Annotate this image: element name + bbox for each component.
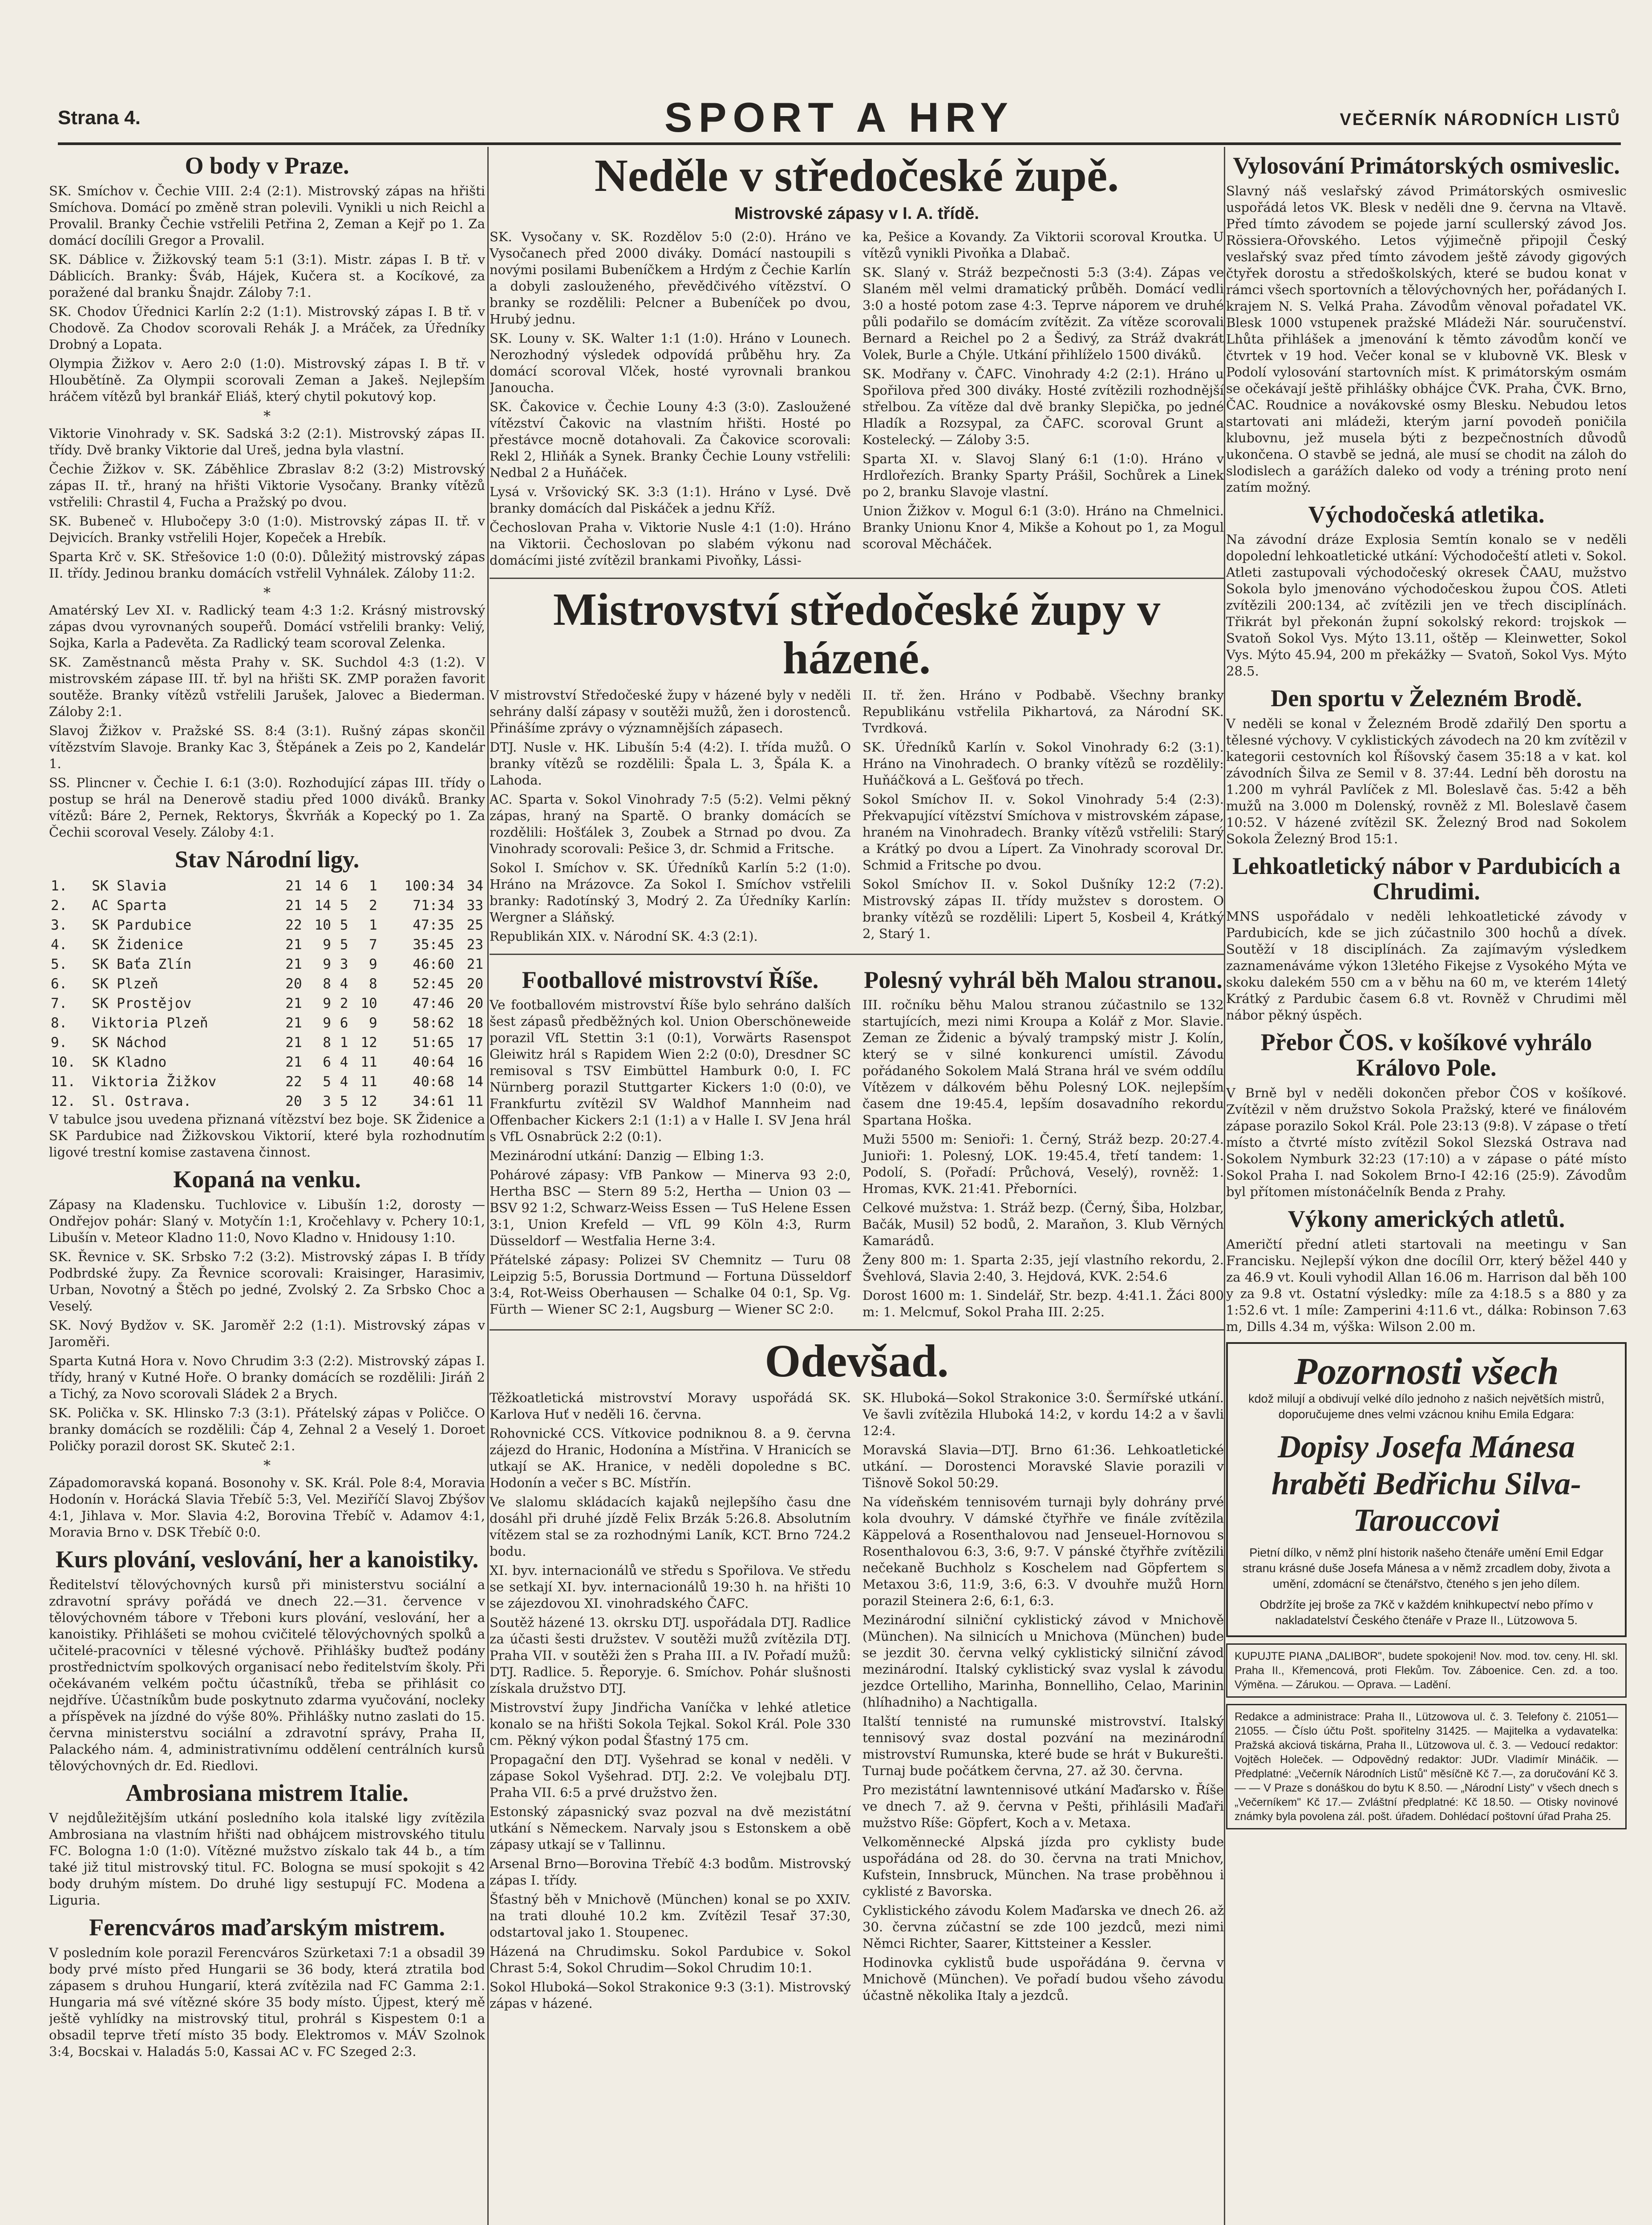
table-cell: 34:61 (413, 1093, 454, 1110)
column-left (49, 147, 485, 2225)
article-paragraph: Mistrovství župy Jindřicha Vaníčka v lehké atletice konalo se na hřišti Sokola Tejkal. Sokol Král. Pole 330 cm. Pěkný výkon podal Šťastný 175 cm. (490, 1700, 851, 1748)
article-paragraph: Přátelské zápasy: Polizei SV Chemnitz — Turu 08 Leipzig 5:5, Borussia Dortmund — Fortuna Düsseldorf 3:4, Rot-Weiss Oberhausen — Schalke 04 0:1, Sp. Vg. Fürth — Wiener SC 2:1, Augsburg — Wiener SC 2:0. (490, 1252, 851, 1317)
table-cell: SK Pardubice (92, 917, 192, 934)
table-cell: 52:45 (413, 976, 454, 992)
article-paragraph: Olympia Žižkov v. Aero 2:0 (1:0). Mistrovský zápas I. B tř. v Hloubětíně. Za Olympii scorovali Zeman a Jakeš. Nejlepším hráčem vítězů byl brankář Eliáš, který chytil pokutový kop. (49, 356, 485, 404)
article-paragraph: XI. byv. internacionálů ve středu s Spořilova. Ve středu se setkají XI. byv. internacionálů 19:30 h. na hřišti 10 se zájezdovou XI. vinohradského ČAFC. (490, 1563, 851, 1611)
table-cell: 9 (323, 937, 331, 953)
subcolumn (490, 229, 851, 571)
article-paragraph: Ředitelství tělovýchovných kursů při ministerstvu sociální a zdravotní správy pořádá ve dnech 22.—31. července v tělovýchovném tábore v Třeboni kurs plování, veslování, her a kanoistiky. Přihlášeti se mohou cvičitelé tělovýchovných spolků a učitelé-pracovníci v tělesné výchově. Přihlášky buďtež podány prostřednictvím spolkových organisací nebo ředitelstvím školy. Při očekávaném velkém počtu účastníků, třeba se přihlásit co nejdříve. Účastníkům bude poskytnuto zdarma vyučování, nocleky a příspěvek na jízdné do výše 80%. Přihlášky nutno zaslati do 15. června ministerstvu sociální a zdravotní správy, Praha II, Palackého nám. 4, administrativnímu oddělení centrálních kursů tělovýchovných dr. Ed. Riedlovi. (49, 1577, 485, 1773)
column-divider (487, 147, 489, 2225)
article-paragraph: Cyklistického závodu Kolem Maďarska ve dnech 26. až 30. června zúčastní se zde 100 jezdců, mezi nimi Němci Richter, Saarer, Kittsteiner a Kessler. (862, 1903, 1224, 1951)
table-cell: 20 (466, 976, 483, 992)
article-paragraph: SS. Plincner v. Čechie I. 6:1 (3:0). Rozhodující zápas III. třídy o postup se hrál na Denerově stadiu před 1000 diváků. Branky vítězů: Báre 2, Pernek, Rektorys, Škvrňák a Kopecký po 1. Za Čechii scoroval Vesely. Záloby 4:1. (49, 775, 485, 840)
page-header (58, 93, 1621, 142)
article-subtitle: Mistrovské zápasy v I. A. třídě. (734, 204, 979, 223)
article-paragraph: Slavoj Žižkov v. Pražské SS. 8:4 (3:1). Rušný zápas skončil vítězstvím Slavoje. Branky Kac 3, Štěpánek a Zeis po 2, Kandelár 1. (49, 723, 485, 771)
separator-star: * (263, 584, 271, 601)
table-cell: 5 (340, 1093, 348, 1110)
table-cell: SK Kladno (92, 1054, 167, 1071)
page-number: Strana 4. (58, 107, 141, 129)
ad-headline: Pozornosti všech (1294, 1349, 1559, 1392)
article-paragraph: Republikán XIX. v. Národní SK. 4:3 (2:1). (490, 928, 758, 944)
article-paragraph: V mistrovství Středočeské župy v házené byly v neděli sehrány další zápasy v soutěži mužů, žen i dorostenců. Přinášíme zprávy o významnějších zápasech. (490, 687, 851, 736)
table-cell: 4. (51, 937, 68, 953)
article-paragraph: Amatérský Lev XI. v. Radlický team 4:3 1:2. Krásný mistrovský zápas dvou vyrovnaných soupeřů. Domácí vstřelili branky: Veliý, Sojka, Karla a Padevěta. Za Radlický team scoroval Zelenka. (49, 602, 485, 651)
table-cell: 71:34 (413, 898, 454, 914)
article-paragraph: Na závodní dráze Explosia Semtín konalo se v neděli dopolední lehkoatletické utkání: Východočeští atleti v. Sokol. Atleti zastupovali východočeský okresek ČAAU, mužstvo Sokola bylo jmenováno východočeskou župou ČOS. Atleti zvítězili 200:134, ač zvítězili jen ve třech disciplínách. Třikrát byl překonán župní sokolský rekord: trojskok — Svatoň Sokol Vys. Mýto 13.11, oštěp — Kleinwetter, Sokol Vys. Mýto 45.94, 200 m překážky — Svatoň, Sokol Vys. Mýto 28.5. (1226, 532, 1627, 679)
table-note: V tabulce jsou uvedena přiznaná vítězství bez boje. SK Židenice a SK Pardubice nad Žižkovskou Viktorií, které byla rozhodnutím ligové trestní komise zastavena činnost. (49, 1112, 485, 1160)
table-cell: 8 (369, 976, 377, 992)
article-paragraph: Pro mezistátní lawntennisové utkání Maďarsko v. Říše ve dnech 7. až 9. června v Pešti, přihlásili Maďaři mužstvo Ríše: Göpfert, Koch a v. Metaxa. (862, 1782, 1224, 1831)
table-cell: 21 (285, 1054, 302, 1071)
article-paragraph: Lysá v. Vršovický SK. 3:3 (1:1). Hráno v Lysé. Dvě branky domácích dal Piskáček a jednu Kříž. (490, 484, 851, 516)
table-cell: 3 (340, 956, 348, 973)
table-cell: 11 (360, 1074, 377, 1090)
column-right (1226, 147, 1627, 2225)
header-rule (58, 142, 1621, 145)
table-cell: 1 (369, 878, 377, 894)
article-title: Přebor ČOS. v košíkové vyhrálo Královo Pole. (1260, 1029, 1592, 1081)
subcolumn (490, 687, 851, 947)
section-divider (490, 954, 1224, 955)
article-title: Mistrovství středočeské župy v házené. (553, 584, 1161, 684)
section-divider (490, 1329, 1224, 1331)
table-row (49, 1033, 485, 1052)
table-cell: 51:65 (413, 1035, 454, 1051)
table-cell: 2. (51, 898, 68, 914)
table-cell: SK Náchod (92, 1035, 167, 1051)
table-cell: 21 (466, 956, 483, 973)
table-cell: 25 (466, 917, 483, 934)
table-cell: 46:60 (413, 956, 454, 973)
article-paragraph: ka, Pešice a Kovandy. Za Viktorii scoroval Kroutka. U vítězů vynikli Pivoňka a Dlabač. (862, 229, 1224, 261)
table-cell: 9 (323, 956, 331, 973)
article-paragraph: SK. Slaný v. Stráž bezpečnosti 5:3 (3:4). Zápas ve Slaném měl velmi dramatický průběh. Domácí vedli 3:0 a hosté potom zase 4:3. Teprve náporem ve druhé půli podařilo se domácím zvítězit. Za vítěze scorovali Bernard a Reichel po 2 a Šedivý, za Stráž dvakrát Volek, Burle a Chýle. Utkání přihlíželo 1500 diváků. (862, 265, 1224, 363)
article-paragraph: SK. Louny v. SK. Walter 1:1 (1:0). Hráno v Lounech. Nerozhodný výsledek odpovídá průběhu hry. Za domácí scoroval Vlček, hosté vyrovnali brankou Janoucha. (490, 331, 851, 396)
table-cell: 40:64 (413, 1054, 454, 1071)
table-row (49, 896, 485, 915)
table-cell: 22 (285, 917, 302, 934)
subcolumn (862, 687, 1224, 947)
table-cell: 14 (466, 1074, 483, 1090)
separator-star: * (263, 407, 271, 425)
table-row (49, 994, 485, 1013)
article-title: Kopaná na venku. (173, 1166, 361, 1193)
table-cell: 3 (323, 1093, 331, 1110)
article-paragraph: Italští tennisté na rumunské mistrovství. Italský tennisový svaz dostal pozvání na mezinárodní mistrovství Rumunska, které bude se hrát v Bukurešti. Turnaj bude počátkem června, 27. až 30. června. (862, 1714, 1224, 1779)
section-divider (490, 578, 1224, 579)
table-cell: 6 (340, 878, 348, 894)
table-cell: Viktoria Žižkov (92, 1074, 217, 1090)
article-title: Lehkoatletický nábor v Pardubicích a Chrudimi. (1232, 853, 1621, 905)
article-paragraph: SK. Bubeneč v. Hlubočepy 3:0 (1:0). Mistrovský zápas II. tř. v Dejvicích. Branky vstřelili Hojer, Kopeček a Hrebík. (49, 513, 485, 545)
table-row (49, 935, 485, 955)
table-cell: 16 (466, 1054, 483, 1071)
table-cell: 21 (285, 937, 302, 953)
subcolumn (490, 961, 851, 1323)
article-paragraph: Ve slalomu skládacích kajaků nejlepšího času dne dosáhl při druhé jízdě Felix Brzák 5:26.8. Absolutním vítězem stal se za rozhodnými Laník, KCT. Brno 724.2 bodu. (490, 1494, 851, 1559)
article-paragraph: Estonský zápasnický svaz pozval na dvě mezistátní utkání s Německem. Narvaly jsou s Estonskem a obě zápasy utkají se v Tallinnu. (490, 1804, 851, 1853)
article-paragraph: AC. Sparta v. Sokol Vinohrady 7:5 (5:2). Velmi pěkný zápas, hraný na Spartě. O branky domácích se rozdělili: Hošťálek 3, Zoubek a Strnad po dvou. Za Vinohrady scorovali: Pešice 3, dr. Schmid a Fritsche. (490, 791, 851, 856)
article-paragraph: Na vídeňském tennisovém turnaji byly dohrány prvé kola dvouhry. V dámské čtyřhře ve finále zvítězila Käppelová a Rosenthalovou nad Jenseuel-Hornovou s Rosenthalovou 6:3, 3:6, 9:7. V pánské čtyřhře zvítězili nečekaně Buchholz s Koschelem nad Göpfertem s Metaxou 3:6, 11:9, 3:6, 6:3. V dvouhře mužů Horn porazil Steinera 2:6, 6:1, 6:3. (862, 1494, 1224, 1609)
article-paragraph: V Brně byl v neděli dokončen přebor ČOS v košíkové. Zvítězil v něm družstvo Sokola Pražský, které ve finálovém zápase porazilo Sokol Král. Pole 23:13 (9:8). V zápase o třetí místo a čtvrté místo zvítězil Sokol Slezská Ostrava nad Sokolem Nymburk 32:23 (17:10) a v zápase o páté místo Sokol Praha I. nad Sokolem Brno-I 42:16 (25:9). Závodům byl přítomen místonáčelník Benda z Prahy. (1226, 1085, 1627, 1199)
article-title: Ferencváros maďarským mistrem. (89, 1914, 445, 1941)
article-paragraph: SK. Smíchov v. Čechie VIII. 2:4 (2:1). Mistrovský zápas na hřišti Smíchova. Domácí po změně stran polevili. Vynikli u nich Reichl a Provalil. Branky Čechie vstřelili Petřina 2, Zeman a Kejř po 1. Za domácí docílili Gregor a Provalil. (49, 183, 485, 248)
table-cell: 17 (466, 1035, 483, 1051)
table-cell: 21 (285, 956, 302, 973)
article-paragraph: Šťastný běh v Mnichově (München) konal se po XXIV. na trati dlouhé 10.2 km. Zvítězil Tesař 37:30, odstartoval jako 1. Stoupenec. (490, 1892, 851, 1940)
article-paragraph: Union Žižkov v. Mogul 6:1 (3:0). Hráno na Chmelnici. Branky Unionu Knor 4, Mikše a Kohout po 1, za Mogul scoroval Měcháček. (862, 503, 1224, 552)
article-paragraph: SK. Chodov Úřednici Karlín 2:2 (1:1). Mistrovský zápas I. B tř. v Chodově. Za Chodov scorovali Rehák J. a Mráček, za Úředníky Drobný a Lopata. (49, 303, 485, 352)
article-paragraph: SK. Hluboká—Sokol Strakonice 3:0. Šermířské utkání. Ve šavli zvítězila Hluboká 14:2, v kordu 14:2 a v šavli 12:4. (862, 1390, 1224, 1439)
article-paragraph: SK. Zaměstnanců města Prahy v. SK. Suchdol 4:3 (1:2). V mistrovském zápase III. tř. byl na hřišti SK. ZMP poražen favorit soutěže. Branky vítězů vstřelili Jarušek, Jalovec a Biederman. Záloby 2:1. (49, 654, 485, 719)
article-paragraph: Velkoměnnecké Alpská jízda pro cyklisty bude uspořádána od 28. do 30. června na trati Mnichov, Kufstein, Innsbruck, München. Na trase proběhnou i cyklisté z Bavorska. (862, 1834, 1224, 1899)
table-cell: 21 (285, 898, 302, 914)
article-paragraph: SK. Dáblice v. Žižkovský team 5:1 (3:1). Mistr. zápas I. B tř. v Dáblicích. Branky: Šváb, Hájek, Kučera st. a Kocíkové, za poražené dal branku Šnajdr. Záloby 7:1. (49, 251, 485, 300)
article-title: Polesný vyhrál běh Malou stranou. (864, 966, 1223, 993)
table-cell: AC Sparta (92, 898, 167, 914)
table-cell: 20 (285, 976, 302, 992)
table-row (49, 915, 485, 935)
article-paragraph: Sparta Kutná Hora v. Novo Chrudim 3:3 (2:2). Mistrovský zápas I. třídy, hraný v Kutné Hoře. O branky domácích se rozdělili: Jiráň 2 a Tichý, za Novo scorovali Sládek 2 a Brych. (49, 1353, 485, 1402)
article-paragraph: MNS uspořádalo v neděli lehkoatletické závody v Pardubicích, kde se jich zúčastnilo 300 hochů a dívek. Soutěží v 18 disciplínách. Za zajímavým výsledkem zaznamenáváme výkon 13letého Fikejse z Vysokého Mýta ve skoku dalekém 550 cm a v běhu na 60 m, ve kterém 14letý Krátký z Pardubic časem 6.8 vt. Rovněž v Chrudimi měl nábor pěkný úspěch. (1226, 909, 1627, 1023)
article-paragraph: Čechie Žižkov v. SK. Záběhlice Zbraslav 8:2 (3:2) Mistrovský zápas II. tř., hraný na hřišti Viktorie Vysočany. Branky vítězů vstřelili: Chrastil 4, Fucha a Pražský po dvou. (49, 461, 485, 510)
table-cell: 47:46 (413, 995, 454, 1012)
article-paragraph: Arsenal Brno—Borovina Třebíč 4:3 bodům. Mistrovský zápas I. třídy. (490, 1856, 851, 1888)
table-cell: 22 (285, 1074, 302, 1090)
table-cell: 20 (466, 995, 483, 1012)
article-title: Neděle v středočeské župě. (594, 150, 1119, 201)
table-cell: SK Židenice (92, 937, 183, 953)
article-paragraph: V nejdůležitějším utkání posledního kola italské ligy zvítězila Ambrosiana na vlastním hřišti nad obhájcem mistrovského titulu FC. Bologna 1:0 (1:0). Vítězné mužstvo získalo tak 44 b., a tím také již titul mistrovský titul. FC. Bologna se musí spokojit s 42 body druhým místem. Do druhé ligy sestupují FC. Modena a Liguria. (49, 1810, 485, 1908)
table-cell: 2 (369, 898, 377, 914)
table-cell: 40:68 (413, 1074, 454, 1090)
ad-book-title: Dopisy Josefa Mánesa hraběti Bedřichu Silva-Tarouccovi (1271, 1428, 1582, 1538)
table-cell: 12. (51, 1093, 76, 1110)
article-paragraph: SK. Vysočany v. SK. Rozdělov 5:0 (2:0). Hráno ve Vysočanech před 2000 diváky. Domácí nastoupili s novými posilami Bubeníčkem a Hrdým z Čechie Karlín a dobyli zaslouženého, převědčivého vítězství. O branky se rozdělili: Pelcner a Bubeníček po dvou, Hrubý jednu. (490, 229, 851, 327)
separator-star: * (263, 1457, 271, 1474)
article-paragraph: Házená na Chrudimsku. Sokol Pardubice v. Sokol Chrast 5:4, Sokol Chrudim—Sokol Chrudim 10:1. (490, 1944, 851, 1976)
article-paragraph: Sokol Hluboká—Sokol Strakonice 9:3 (3:1). Mistrovský zápas v házené. (490, 1979, 851, 2011)
table-cell: 35:45 (413, 937, 454, 953)
article-paragraph: SK. Polička v. SK. Hlinsko 7:3 (3:1). Přátelský zápas v Poličce. O branky domácích se rozdělili: Čáp 4, Zehnal 2 a Veselý 1. Doroet Poličky porazil dorost SK. Skuteč 2:1. (49, 1405, 485, 1454)
table-cell: 9 (369, 1015, 377, 1032)
table-cell: 5 (340, 937, 348, 953)
table-cell: 8 (323, 976, 331, 992)
table-cell: 14 (314, 898, 331, 914)
table-row (49, 974, 485, 994)
table-cell: 12 (360, 1035, 377, 1051)
table-cell: 4 (340, 976, 348, 992)
article-paragraph: Pohárové zápasy: VfB Pankow — Minerva 93 2:0, Hertha BSC — Stern 89 5:2, Hertha — Union 03 — BSV 92 1:2, Schwarz-Weiss Essen — TuS Helene Essen 3:1, Union Krefeld — VfL 99 Köln 4:3, Rurm Düsseldorf — Westfalia Herne 3:4. (490, 1167, 851, 1249)
two-column-block (490, 687, 1224, 947)
table-cell: SK Prostějov (92, 995, 192, 1012)
table-cell: 8. (51, 1015, 68, 1032)
article-paragraph: Ženy 800 m: 1. Sparta 2:35, její vlastního rekordu, 2. Švehlová, Slavia 2:40, 3. Hejdová, KVK. 2:54.6 (862, 1252, 1224, 1284)
article-title: Den sportu v Železném Brodě. (1271, 685, 1582, 712)
article-paragraph: III. ročníku běhu Malou stranou zúčastnilo se 132 startujících, mezi nimi Kroupa a Kolář z Mor. Slavie. Zeman ze Židenic a bývalý trampský mistr J. Kolín, který se v silné konkurenci umístil. Závodu pořádaného Sokolem Malá Strana hrál ve svém oddílu Vítězem v dálkovém běhu Polesný LOK. nejlepším časem dne 19:45.4, lepším dosavadního rekordu Spartana Hoška. (862, 997, 1224, 1128)
table-cell: 5. (51, 956, 68, 973)
article-paragraph: SK. Modřany v. ČAFC. Vinohrady 4:2 (2:1). Hráno u Spořilova před 300 diváky. Hosté zvítězili rozhodnější střelbou. Za vítěze dal dvě branky Slepička, po jedné Hladík a Rozsypal, za ČAFC. scoroval Grunt a Kostelecký. — Záloby 3:5. (862, 366, 1224, 448)
article-paragraph: Američtí přední atleti startovali na meetingu v San Francisku. Nejlepší výkon dne docílil Orr, který běžel 440 y za 46.9 vt. Kouli vyhodil Allan 16.06 m. Harrison dal běh 100 y za 9.8 vt. Ostatní výsledky: míle za 4:18.5 s a 880 y za 1:52.6 vt. 1 míle: Zamperini 4:11.6 vt., dálka: Robinson 7.63 m, Dills 4.34 m, výška: Wilson 2.00 m. (1226, 1236, 1627, 1334)
table-cell: 4 (340, 1074, 348, 1090)
article-paragraph: Mezinárodní silniční cyklistický závod v Mnichově (München). Na silnicích u Mnichova (München) bude se jezdit 30. června velký cyklistický silniční závod mezinárodní. Italský cyklistický svaz vyslal k závodu jezdce Ortelliho, Marinha, Bonnelliho, Celao, Marinin (hlíhadniho) a Nachtigalla. (862, 1612, 1224, 1710)
table-cell: 33 (466, 898, 483, 914)
article-title: Odevšad. (765, 1335, 949, 1387)
article-paragraph: DTJ. Nusle v. HK. Libušín 5:4 (4:2). I. třída mužů. O branky vítězů se rozdělili: Špala L. 3, Špála K. a Lahoda. (490, 739, 851, 788)
table-cell: 10 (360, 995, 377, 1012)
article-paragraph: Propagační den DTJ. Vyšehrad se konal v neděli. V zápase Sokol Vyšehrad. DTJ. 2:2. Ve volejbalu DTJ. Praha VII. 6:5 a prvé družstvo žen. (490, 1752, 851, 1800)
article-title: Východočeská atletika. (1308, 501, 1545, 528)
subcolumn (862, 1390, 1224, 2015)
table-cell: SK Baťa Zlín (92, 956, 192, 973)
article-paragraph: Sokol I. Smíchov v. SK. Úředníků Karlín 5:2 (1:0). Hráno na Mrázovce. Za Sokol I. Smíchov vstřelili branky: Radotínský 3, Modrý 2. Za Úředníky Karlín: Wergner a Sláňský. (490, 860, 851, 925)
article-title: Vylosování Primátorských osmiveslic. (1233, 152, 1620, 179)
article-paragraph: Sokol Smíchov II. v. Sokol Vinohrady 5:4 (2:3). Překvapující vítězství Smíchova v mistrovském zápase, hraném na Vinohradech. Branky vítězů vstřelili: Starý a Krátký po dvou a Lípert. Za Vinohrady scoroval Dr. Schmid a Fritsche po dvou. (862, 791, 1224, 873)
table-cell: 58:62 (413, 1015, 454, 1032)
two-column-block (490, 961, 1224, 1323)
article-paragraph: Zápasy na Kladensku. Tuchlovice v. Libušín 1:2, dorosty — Ondřejov pohár: Slaný v. Motyčín 1:1, Kročehlavy v. Pchery 10:1, Libušín v. Meteor Kladno 11:0, Novo Kladno v. Hnidousy 1:10. (49, 1197, 485, 1246)
table-cell: 1 (340, 1035, 348, 1051)
article-title: Footballové mistrovství Říše. (522, 966, 819, 993)
table-cell: 9 (323, 995, 331, 1012)
table-cell: 20 (285, 1093, 302, 1110)
article-paragraph: Mezinárodní utkání: Danzig — Elbing 1:3. (490, 1148, 764, 1164)
table-cell: 7. (51, 995, 68, 1012)
article-paragraph: V neděli se konal v Železném Brodě zdařilý Den sportu a tělesné výchovy. V cyklistických závodech na 20 km zvítězil v kategorii cestovních kol Říšovský časem 35:18 a v kat. kol závodních Šilva ze Semil v 8. 37:44. Lední běh dorostu na 1.200 m vyhrál Pavlíček z Ml. Boleslavě čas. 5:42 a běh mužů na 3.000 m Dolenský, rovněž z Ml. Boleslavě časem 10:52. V házené zvítězil SK. Železný Brod nad Sokolem Sokola Železný Brod 15:1. (1226, 716, 1627, 847)
subcolumn (490, 1390, 851, 2015)
article-paragraph: Ve footballovém mistrovství Říše bylo sehráno dalších šest zápasů předběžných kol. Union Oberschöneweide porazil VfL Stettin 3:1 (0:1), Vorwärts Rasenspot Gleiwitz hrál s Rapidem Wien 2:2 (0:0), Dresdner SC remisoval s TSV Eimbüttel Hamburk 0:0, I. FC Nürnberg porazil Stuttgarter Kickers 1:0 (0:0), ve Frankfurtu zvítězil SV Waldhof Mannheim nad Offenbacher Kickers 2:1 (1:1) a v Halle I. SV Jena hrál s VfL Osnabrück 2:2 (0:1). (490, 997, 851, 1145)
table-cell: 9 (323, 1015, 331, 1032)
league-table (49, 876, 485, 1111)
table-cell: 11. (51, 1074, 76, 1090)
two-column-block (490, 229, 1224, 571)
article-paragraph: Čechoslovan Praha v. Viktorie Nusle 4:1 (1:0). Hráno na Viktorii. Čechoslovan po slabém výkonu nad domácími jisté zvítězil brankami Pivoňky, Lássi- (490, 520, 851, 568)
piano-advertisement: KUPUJTE PIANA „DALIBOR", budete spokojeni! Nov. mod. tov. ceny. Hl. skl. Praha II., Křemencová, proti Flekům. Tov. Záboenice. Cen. zd. a too. Výměna. — Zárukou. — Oprava. — Ladění. (1226, 1643, 1627, 1698)
table-cell: SK Slavia (92, 878, 167, 894)
table-cell: 7 (369, 937, 377, 953)
subcolumn (862, 229, 1224, 571)
table-cell: 47:35 (413, 917, 454, 934)
table-cell: 21 (285, 1035, 302, 1051)
table-cell: 1. (51, 878, 68, 894)
imprint: Redakce a administrace: Praha II., Lützowova ul. č. 3. Telefony č. 21051—21055. — Číslo účtu Pošt. spořitelny 31425. — Majitelka a vydavatelka: Pražská akciová tiskárna, Praha II., Lützowova ul. č. 3. — Vedoucí redaktor: Vojtěch Holeček. — Odpovědný redaktor: JUDr. Vladimír Mináčik. — Předplatné: „Večerník Národních Listů" měsíčně Kč 7.—, za doručování Kč 3.— — V Praze s donáškou do bytu K 8.50. — „Národní Listy" v všech dnech s „Večerníkem" Kč 17.— Zvláštní předplatné: Kč 18.50. — Otisky novinové známky byla povolena zál. pošt. úřadem. Dohlédací poštovní úřad Praha 25. (1226, 1704, 1627, 1829)
table-cell: 18 (466, 1015, 483, 1032)
table-cell: 10. (51, 1054, 76, 1071)
table-cell: 2 (340, 995, 348, 1012)
article-paragraph: Rohovnické CCS. Vítkovice podniknou 8. a 9. června zájezd do Hranic, Hodonína a Místřina. V Hranicích se utkají se AK. Hranice, v neděli dopoledne s BC. Hodonín a večer s BC. Místřín. (490, 1426, 851, 1491)
column-divider (1224, 147, 1225, 2225)
ad-description: Pietní dílko, v němž plní historik našeho čtenáře umění Emil Edgar stranu krásné duše Josefa Mánesa a v němž zrcadlem doby, života a umění, zdomácní se čtenářstvo, čteného s jen jeho dílem. (1242, 1546, 1611, 1591)
two-column-block (490, 1390, 1224, 2015)
table-cell: 100:34 (404, 878, 454, 894)
column-center (490, 147, 1224, 2225)
table-cell: 11 (466, 1093, 483, 1110)
table-cell: 34 (466, 878, 483, 894)
article-paragraph: Viktorie Vinohrady v. SK. Sadská 3:2 (2:1). Mistrovský zápas II. třídy. Dvě branky Viktorie dal Ureš, jedna byla vlastní. (49, 425, 485, 457)
table-cell: 6 (323, 1054, 331, 1071)
article-paragraph: Dorost 1600 m: 1. Sindelář, Str. bezp. 4:41.1. Žáci 800 m: 1. Melcmuf, Sokol Praha III. 2:25. (862, 1288, 1224, 1320)
article-title: Stav Národní ligy. (174, 846, 360, 873)
article-paragraph: V posledním kole porazil Ferencváros Szürketaxi 7:1 a obsadil 39 body prvé místo před Hungarii se 36 body, která ztratila bod zápasem s druhou Hungarií, která zvítězila nad FC Gamma 2:1. Hungaria má své vítězné skóre 35 body místo. Újpest, který mě ještě vyhlídky na mistrovský titul, prohrál s Kispestem 0:1 a obsadil teprve třetí místo 35 body. Elektromos v. MÁV Szolnok 3:4, Bocskai v. Haladás 5:0, Kassai AC v. FC Szeged 2:3. (49, 1945, 485, 2059)
table-cell: 23 (466, 937, 483, 953)
article-paragraph: Slavný náš veslařský závod Primátorských osmiveslic uspořádá letos VK. Blesk v neděli dne 9. června na Vltavě. Před tímto závodem se pojede jarní scullerský závod Jos. Rössiera-Ořovského. Letos výjimečně připojil Český veslařský svaz před tímto závodem ještě závody gigových čtyřek dorostu a středoškolských, které se budou konat v rámci všech sportovních a tělovýchovných her, pořádaných I. krajem N. S. Velká Praha. Závodům věnoval pořadatel VK. Blesk 1000 vstupenek pražské Mládeži Nár. souručenství. Lhůta přihlášek a jmenování k těmto závodům končí ve čtvrtek v 19 hod. Večer konal se v klubovně VK. Blesk v Podolí vylosování startovních míst. K primátorským osmám se očekávají ještě přihlášky obhájce ČVK. Praha, ČVK. Brno, ČAC. Roudnice a novákovské osmy Blesku. Nebudou letos startovati ani mládeži, kterým jarní povodeň poničila klubovnu, jež musela býti z bezpečnostních důvodů ukončena. O stavbě se jedná, ale musí se chodit na záloh do slodislech a garážích daleko od vody a tréning proto není zatím možný. (1226, 183, 1627, 495)
table-cell: 4 (340, 1054, 348, 1071)
newspaper-name: VEČERNÍK NÁRODNÍCH LISTŮ (1340, 110, 1621, 129)
table-cell: 5 (340, 917, 348, 934)
article-paragraph: Sokol Smíchov II. v. Sokol Dušníky 12:2 (7:2). Mistrovský zápas II. třídy mužstev s dorostem. O branky vítězů se rozdělili: Lipert 5, Kosbeil 4, Krátký 2, Starý 1. (862, 876, 1224, 941)
table-row (49, 955, 485, 974)
table-row (49, 1052, 485, 1072)
subcolumn (862, 961, 1224, 1323)
article-paragraph: SK. Úředníků Karlín v. Sokol Vinohrady 6:2 (3:1). Hráno na Vinohradech. O branky vítězů se rozdělily: Huňáčková a L. Gešťová po třech. (862, 739, 1224, 788)
table-cell: 6. (51, 976, 68, 992)
table-cell: SK Plzeň (92, 976, 158, 992)
article-paragraph: SK. Nový Bydžov v. SK. Jaroměř 2:2 (1:1). Mistrovský zápas v Jaroměři. (49, 1318, 485, 1350)
table-cell: 9. (51, 1035, 68, 1051)
table-cell: 6 (340, 1015, 348, 1032)
table-cell: Sl. Ostrava. (92, 1093, 192, 1110)
article-paragraph: Moravská Slavia—DTJ. Brno 61:36. Lehkoatletické utkání. — Dorostenci Moravské Slavie porazili v Tišnově Sokol 50:29. (862, 1442, 1224, 1491)
table-cell: Viktoria Plzeň (92, 1015, 208, 1032)
table-cell: 10 (314, 917, 331, 934)
article-paragraph: Hodinovka cyklistů bude uspořádána 9. června v Mnichově (München). Ve pořadí budou všeho závodu účastně několika Italy a jezdců. (862, 1955, 1224, 2003)
article-paragraph: Soutěž házené 13. okrsku DTJ. uspořádala DTJ. Radlice za účasti šesti družstev. V soutěži mužů zvítězila DTJ. Praha VII. v soutěži žen s Praha III. a IV. Pořadí mužů: DTJ. Radlice. 5. Řeporyje. 6. Smíchov. Pohár slušnosti získala družstvo DTJ. (490, 1615, 851, 1696)
table-row (49, 1072, 485, 1092)
table-cell: 21 (285, 995, 302, 1012)
table-cell: 21 (285, 878, 302, 894)
article-paragraph: SK. Čakovice v. Čechie Louny 4:3 (3:0). Zasloužené vítězství Čakovic na vlastním hřišti. Hosté po přestávce mocně dotahovali. Za Čakovice scorovali: Rekl 2, Hliňák a Synek. Branky Čechie Louny vstřelili: Nedbal 2 a Huňáček. (490, 399, 851, 481)
section-title: SPORT A HRY (664, 94, 1014, 141)
article-paragraph: Sparta Krč v. SK. Střešovice 1:0 (0:0). Důležitý mistrovský zápas II. třídy. Jedinou branku domácích vstřelil Vyhnálek. Záloby 11:2. (49, 549, 485, 581)
table-cell: 11 (360, 1054, 377, 1071)
article-title: Výkony amerických atletů. (1288, 1205, 1565, 1232)
table-cell: 9 (369, 956, 377, 973)
table-row (49, 1013, 485, 1033)
ad-order-info: Obdržíte jej broše za 7Kč v každém knihkupectví nebo přímo v nakladatelství Českého čtenáře v Praze II., Lützowova 5. (1259, 1598, 1593, 1627)
table-cell: 1 (369, 917, 377, 934)
article-paragraph: Těžkoatletická mistrovství Moravy uspořádá SK. Karlova Huť v neděli 16. června. (490, 1390, 851, 1422)
table-cell: 21 (285, 1015, 302, 1032)
article-paragraph: Muži 5500 m: Senioři: 1. Černý, Stráž bezp. 20:27.4. Junioři: 1. Polesný, LOK. 19:45.4, třetí tandem: 1. Podolí, S. (Pořadí: Průchová, Veselý), rovněž: 1. Hromas, KVK. 21:41. Přeborníci. (862, 1132, 1224, 1197)
table-cell: 5 (323, 1074, 331, 1090)
book-advertisement (1226, 1342, 1627, 1638)
article-paragraph: SK. Řevnice v. SK. Srbsko 7:2 (3:2). Mistrovský zápas I. B třídy Podbrdské župy. Za Řevnice scorovali: Kraisinger, Harasimiv, Urban, Novotný a Štěch po jedné, Zvolský 2. Za Srbsko Choc a Veselý. (49, 1249, 485, 1314)
table-cell: 12 (360, 1093, 377, 1110)
article-paragraph: Sparta XI. v. Slavoj Slaný 6:1 (1:0). Hráno v Hrdlořezích. Branky Sparty Prášil, Sochůrek a Linek po 2, branku Slavoje vlastní. (862, 451, 1224, 500)
article-title: Kurs plování, veslování, her a kanoistiky. (55, 1546, 479, 1573)
table-cell: 14 (314, 878, 331, 894)
article-paragraph: Západomoravská kopaná. Bosonohy v. SK. Král. Pole 8:4, Moravia Hodonín v. Horácká Slavia Třebíč 5:3, Vel. Meziříčí Slavoj Zbýšov 4:1, Jihlava v. Mor. Slavia 4:2, Borovina Třebíč v. Adamov 4:1, Moravia Brno v. DSK Třebíč 0:0. (49, 1475, 485, 1540)
article-paragraph: II. tř. žen. Hráno v Podbabě. Všechny branky Republikánu vstřelila Pikhartová, za Národní SK. Tvrdková. (862, 687, 1224, 736)
article-paragraph: Celkové mužstva: 1. Stráž bezp. (Černý, Šiba, Holzbar, Bačák, Musil) 52 bodů, 2. Maraňon, 3. Klub Věrných Kamarádů. (862, 1200, 1224, 1249)
article-title: O body v Praze. (185, 152, 349, 179)
table-row (49, 876, 485, 896)
table-cell: 3. (51, 917, 68, 934)
table-row (49, 1092, 485, 1111)
table-cell: 8 (323, 1035, 331, 1051)
article-title: Ambrosiana mistrem Italie. (126, 1779, 409, 1806)
ad-intro: kdož milují a obdivují velké dílo jednoho z našich největších mistrů, doporučujeme dnes velmi vzácnou knihu Emila Edgara: (1248, 1392, 1604, 1421)
table-cell: 5 (340, 898, 348, 914)
